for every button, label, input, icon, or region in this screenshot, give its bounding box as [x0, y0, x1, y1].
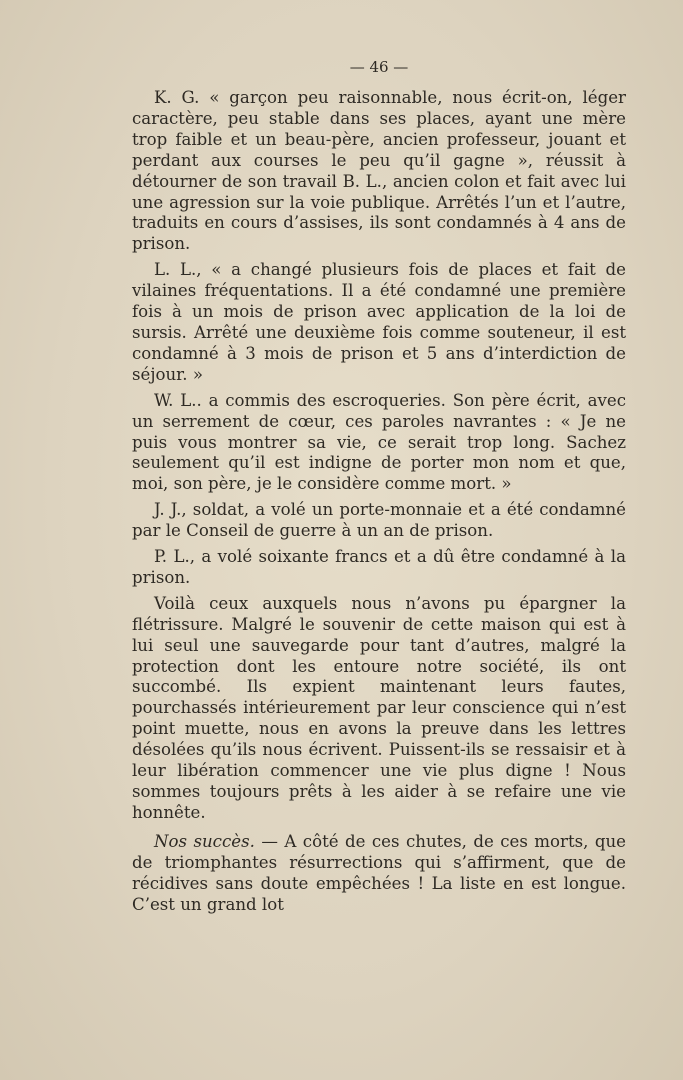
- section-text: — A côté de ces chutes, de ces morts, que de triomphantes résurrections qui s’affirment, que de récidives sans doute empêchées ! La liste en est longue. C’est un grand lot: [132, 831, 626, 914]
- paragraph-successes: [132, 832, 626, 916]
- paragraph-pl: P. L., a volé soixante francs et a dû être condamné à la prison.: [132, 547, 626, 587]
- paragraph-reflection: Voilà ceux auxquels nous n’avons pu épargner la flétrissure. Malgré le souvenir de cette maison qui est à lui seul une sauvegarde pour tant d’autres, malgré la protection dont les entoure notre société, ils ont succombé. Ils expient maintenant leurs fautes, pourchassés intérieurement par leur conscience qui n’est point muette, nous en avons la preuve dans les lettres désolées qu’ils nous écrivent. Puissent-ils se ressaisir et à leur libération commencer une vie plus digne ! Nous sommes toujours prêts à les aider à se refaire une vie honnête.: [132, 593, 626, 822]
- paragraph-wl: W. L.. a commis des escroqueries. Son père écrit, avec un serrement de cœur, ces paroles navrantes : « Je ne puis vous montrer sa vie, ce serait trop long. Sachez seulement qu’il est indigne de porter mon nom et que, moi, son père, je le considère comme mort. »: [132, 390, 626, 494]
- page-text: [132, 56, 626, 920]
- paragraph-kg: K. G. « garçon peu raisonnable, nous écrit-on, léger caractère, peu stable dans ses places, ayant une mère trop faible et un beau-père, ancien professeur, jouant et perdant aux courses le peu qu’il gagne », réussit à détourner de son travail B. L., ancien colon et fait avec lui une agression sur la voie publique. Arrêtés l’un et l’autre, traduits en cours d’assises, ils sont condamnés à 4 ans de prison.: [132, 88, 626, 254]
- page-number: — 46 —: [349, 58, 409, 76]
- paragraph-ll: L. L., « a changé plusieurs fois de places et fait de vilaines fréquentations. Il a été condamné une première fois à un mois de prison avec application de la loi de sursis. Arrêté une deuxième fois comme souteneur, il est condamné à 3 mois de prison et 5 ans d’interdiction de séjour. »: [132, 260, 626, 384]
- section-heading: Nos succès.: [154, 831, 255, 851]
- paragraph-jj: J. J., soldat, a volé un porte-monnaie et a été condamné par le Conseil de guerre à un an de prison.: [132, 500, 626, 541]
